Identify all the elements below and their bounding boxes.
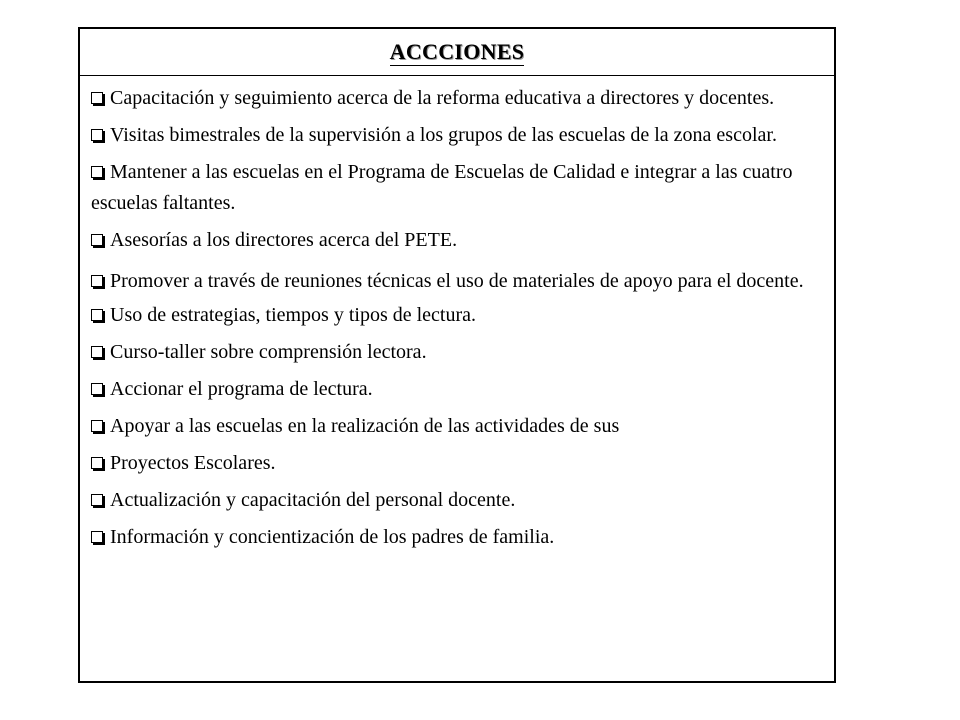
checkbox-bullet-icon xyxy=(91,234,103,246)
checkbox-bullet-icon xyxy=(91,166,103,178)
list-item-text: Asesorías a los directores acerca del PETE. xyxy=(110,229,458,251)
checkbox-bullet-icon xyxy=(91,531,103,543)
list-item xyxy=(91,448,820,479)
list-item-text: Información y concientización de los padres de familia. xyxy=(110,526,555,548)
list-item-text: Uso de estrategias, tiempos y tipos de lectura. xyxy=(110,304,477,326)
table-header xyxy=(80,29,834,76)
list-item-text: Proyectos Escolares. xyxy=(110,452,276,474)
checkbox-bullet-icon xyxy=(91,309,103,321)
list-item-text: Visitas bimestrales de la supervisión a los grupos de las escuelas de la zona escolar. xyxy=(110,124,777,146)
list-item xyxy=(91,411,820,442)
list-item xyxy=(91,337,820,368)
list-item-text: Promover a través de reuniones técnicas el uso de materiales de apoyo para el docente. xyxy=(110,270,804,292)
list-item-text: Accionar el programa de lectura. xyxy=(110,378,373,400)
list-item-text: Curso-taller sobre comprensión lectora. xyxy=(110,341,427,363)
list-item xyxy=(91,262,820,300)
checkbox-bullet-icon xyxy=(91,383,103,395)
checkbox-bullet-icon xyxy=(91,420,103,432)
list-item xyxy=(91,120,820,151)
list-item xyxy=(91,374,820,405)
list-item-text: Mantener a las escuelas en el Programa de Escuelas de Calidad e integrar a las cuatro escuelas faltantes. xyxy=(91,161,793,214)
list-item xyxy=(91,157,820,219)
actions-table xyxy=(78,27,836,683)
list-item xyxy=(91,225,820,256)
checkbox-bullet-icon xyxy=(91,129,103,141)
checkbox-bullet-icon xyxy=(91,346,103,358)
list-item-text: Actualización y capacitación del personal docente. xyxy=(110,489,516,511)
checkbox-bullet-icon xyxy=(91,457,103,469)
table-title: ACCCIONES xyxy=(389,39,525,64)
checkbox-bullet-icon xyxy=(91,275,103,287)
list-item xyxy=(91,522,820,553)
list-item xyxy=(91,300,820,331)
list-item-text: Capacitación y seguimiento acerca de la reforma educativa a directores y docentes. xyxy=(110,87,775,109)
list-item-text: Apoyar a las escuelas en la realización de las actividades de sus xyxy=(110,415,620,437)
list-item xyxy=(91,83,820,114)
actions-list xyxy=(80,76,834,553)
list-item xyxy=(91,485,820,516)
checkbox-bullet-icon xyxy=(91,92,103,104)
checkbox-bullet-icon xyxy=(91,494,103,506)
